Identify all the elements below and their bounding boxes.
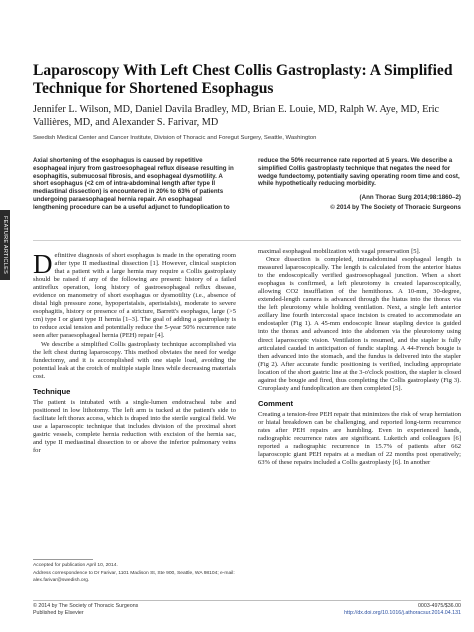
intro-paragraph-2: We describe a simplified Collis gastroplasty technique accomplished via the left chest during laparoscopy. This method obviates the need for wedge fundectomy, and it is accomplished with one staple load, avoiding the potential leak at the crotch of multiple staple lines while decreasing materials cost. xyxy=(33,340,236,380)
technique-paragraph-1-continued: maximal esophageal mobilization with vagal preservation [5]. xyxy=(258,248,421,255)
abstract-copyright: © 2014 by The Society of Thoracic Surgeons xyxy=(330,203,461,211)
footnote xyxy=(33,559,236,586)
technique-paragraph-1: The patient is intubated with a single-lumen endotracheal tube and positioned in low lithotomy. The left arm is tucked at the patient's side to facilitate left thorax access, which is draped into the sterile surgical field. We use a laparoscopic technique that includes division of the proximal short gastric vessels, complete hernia reduction with excision of the hernia sac, and type II mediastinal dissection to or above the inferior pulmonary veins for xyxy=(33,398,236,455)
footnote-correspondence: Address correspondence to Dr Farivar, 1101 Madison St, Ste 900, Seattle, WA 98104; e-mail: alex.farivar@swedish.org. xyxy=(33,571,235,583)
abstract-divider xyxy=(33,240,461,241)
intro-paragraph-1 xyxy=(33,249,236,341)
footnote-accepted: Accepted for publication April 10, 2014. xyxy=(33,563,118,568)
footer-identifiers xyxy=(344,603,461,616)
footnote-rule xyxy=(33,559,93,560)
affiliation: Swedish Medical Center and Cancer Institute, Division of Thoracic and Foregut Surgery, Seattle, Washington xyxy=(33,135,317,141)
footer-copyright: © 2014 by The Society of Thoracic Surgeons xyxy=(33,603,139,609)
footer-divider xyxy=(33,600,461,601)
abstract-right xyxy=(258,157,461,212)
right-column xyxy=(258,248,461,467)
section-heading-comment: Comment xyxy=(258,398,294,408)
author-list: Jennifer L. Wilson, MD, Daniel Davila Bradley, MD, Brian E. Louie, MD, Ralph W. Aye, MD, Eric Vallières, MD, and Alexander S. Farivar, MD xyxy=(33,104,440,129)
section-heading-technique: Technique xyxy=(33,386,71,396)
left-column xyxy=(33,249,236,455)
journal-citation: (Ann Thorac Surg 2014;98:1860–2) xyxy=(359,194,461,201)
intro-paragraph-1-text: efinitive diagnosis of short esophagus is made in the operating room after type II mediastinal dissection [1]. However, clinical suspicion that a patient with a large hernia may require a Collis gastroplasty should be raised if any of the following are present: history of a failed antireflux operation, long history of gastroesophageal reflux disease, evidence on manometry of short esophagus or dysmotility (i.e., absence of distal high pressure zone, hypoperistalsis, aperistalsis), moderate to severe esophagitis, history or presence of a stricture, Barrett's esophagus, large (>5 cm) type I or giant type II hernia [1–3]. The goal of adding a gastroplasty is to reduce axial tension and potentially reduce the 5-year 50% recurrence rate seen after paraesophageal hernia (PEH) repair [4]. xyxy=(33,252,236,340)
abstract-right-text: reduce the 50% recurrence rate reported at 5 years. We describe a simplified Collis gastroplasty technique that negates the need for wedge fundectomy, potentially saving operating room time and cost, while hypothetically reducing morbidity. xyxy=(258,157,460,188)
doi-link[interactable]: http://dx.doi.org/10.1016/j.athoracsur.2014.04.131 xyxy=(344,609,461,616)
footer-issn-price: 0003-4975/$36.00 xyxy=(417,603,461,609)
footer-published-by: Published by Elsevier xyxy=(33,609,84,616)
footer-publisher xyxy=(33,603,138,616)
section-tab: FEATURE ARTICLES xyxy=(0,210,10,280)
comment-paragraph-1: Creating a tension-free PEH repair that minimizes the risk of wrap herniation or hiatal breakdown can be challenging, and reported long-term recurrence rates after PEH repairs are humbling. Even in experienced hands, radiographic recurrence rates are significant. Luketich and colleagues [6] reported a radiographic recurrence in 15.7% of patients after 662 laparoscopic giant PEH repairs at a median of 22 months post operatively; 63% of these repairs included a Collis gastroplasty [6]. In another xyxy=(258,410,461,467)
abstract-left: Axial shortening of the esophagus is caused by repetitive esophageal injury from gastroesophageal reflux disease resulting in esophagitis, submucosal fibrosis, and esophageal dysmotility. A short esophagus (<2 cm of intra-abdominal length after type II mediastinal dissection) is encountered in 20% to 63% of patients undergoing paraesophageal hernia repair. An esophageal lengthening procedure can be a useful adjunct to fundoplication to xyxy=(33,157,234,211)
article-title: Laparoscopy With Left Chest Collis Gastroplasty: A Simplified Technique for Shortened Esophagus xyxy=(33,62,453,97)
technique-paragraph-2: Once dissection is completed, intraabdominal esophageal length is measured laparoscopically. The length is calculated from the anterior hiatus to the endoscopically verified gastroesophageal junction. When a short esophagus is confirmed, a left pleurotomy is created laparoscopically, allowing CO2 insufflation of the hemithorax. A 10-mm, 30-degree, extended-length camera is advanced through the hiatus into the thorax via the left pleurotomy while holding ventilation. Next, a single left anterior axillary line fourth intercostal space incision is created to accommodate an endostapler (Fig 1). A 45-mm endoscopic linear stapling device is guided into the thorax and advanced into the abdomen via the pleurotomy using direct laparoscopic vision. Ventilation is resumed, and the stapler is fully articulated caudad in anticipation of fundic stapling. A 44-French bougie is then advanced into the stomach, and the fundus is delivered into the stapler (Fig 2). After accurate fundic positioning is verified, including appropriate location of the short gastric line at the 3-o'clock position, the stapler is closed against the bougie and fired, thus completing the Collis gastroplasty (Fig 3). Cruroplasty and fundoplication are then completed [5]. xyxy=(258,256,461,392)
drop-cap: D xyxy=(33,249,53,279)
